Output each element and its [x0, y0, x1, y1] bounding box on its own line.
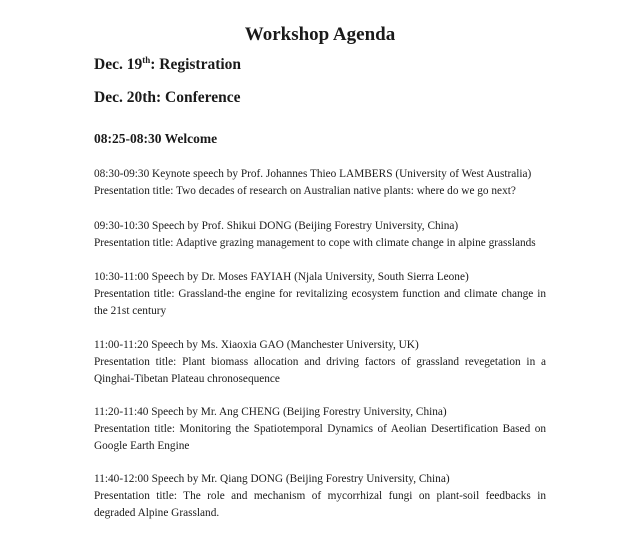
page-title: Workshop Agenda [244, 24, 396, 45]
agenda-item [94, 404, 546, 455]
agenda-item [94, 471, 546, 522]
day-conference: Dec. 20th: Conference [94, 89, 241, 106]
agenda-item [94, 337, 546, 388]
speech-line: 11:40-12:00 Speech by Mr. Qiang DONG (Beijing Forestry University, China) [94, 473, 450, 485]
welcome-slot: 08:25-08:30 Welcome [94, 131, 218, 146]
speech-line: 11:00-11:20 Speech by Ms. Xiaoxia GAO (Manchester University, UK) [94, 339, 419, 351]
presentation-title: Presentation title: Grassland-the engine for revitalizing ecosystem function and climate change in the 21st century [94, 288, 546, 317]
day-registration-ordinal: th [142, 55, 151, 65]
day-registration [94, 56, 241, 74]
presentation-title: Presentation title: The role and mechanism of mycorrhizal fungi on plant-soil feedbacks in degraded Alpine Grassland. [94, 490, 546, 519]
agenda-item [94, 166, 546, 200]
agenda-item [94, 269, 546, 320]
day-registration-label: : Registration [150, 56, 242, 73]
day-registration-date: Dec. 19 [94, 56, 143, 73]
presentation-title: Presentation title: Plant biomass allocation and driving factors of grassland revegetation in a Qinghai-Tibetan Plateau chronosequence [94, 356, 546, 385]
speech-line: 11:20-11:40 Speech by Mr. Ang CHENG (Beijing Forestry University, China) [94, 406, 447, 418]
speech-line: 10:30-11:00 Speech by Dr. Moses FAYIAH (Njala University, South Sierra Leone) [94, 271, 469, 283]
agenda-item [94, 218, 546, 252]
presentation-title: Presentation title: Adaptive grazing management to cope with climate change in alpine grasslands [94, 237, 536, 249]
speech-line: 08:30-09:30 Keynote speech by Prof. Johannes Thieo LAMBERS (University of West Australia) [94, 168, 532, 180]
speech-line: 09:30-10:30 Speech by Prof. Shikui DONG (Beijing Forestry University, China) [94, 220, 459, 232]
presentation-title: Presentation title: Monitoring the Spatiotemporal Dynamics of Aeolian Desertification Based on Google Earth Engine [94, 423, 546, 452]
presentation-title: Presentation title: Two decades of research on Australian native plants: where do we go next? [94, 185, 516, 197]
